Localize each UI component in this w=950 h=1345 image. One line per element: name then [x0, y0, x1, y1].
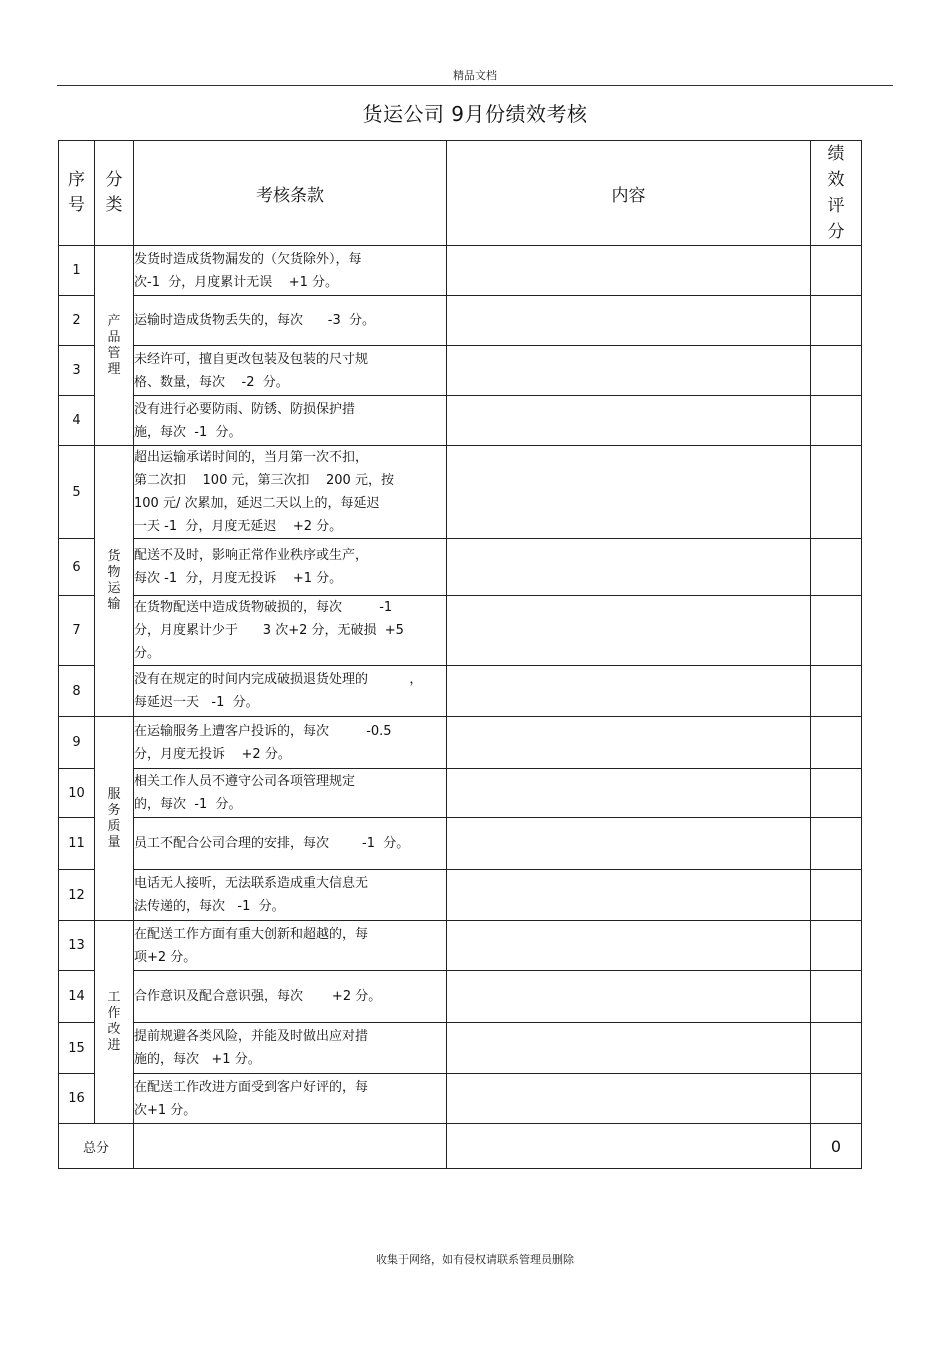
row-score-cell[interactable]	[811, 666, 862, 717]
row-clause: 提前规避各类风险，并能及时做出应对措 施的，每次 +1 分。	[134, 1023, 447, 1074]
header-clause: 考核条款	[134, 141, 447, 246]
row-score-cell[interactable]	[811, 446, 862, 539]
table-row	[59, 296, 862, 346]
table-row	[59, 870, 862, 921]
header-score: 绩 效 评 分	[811, 141, 862, 246]
row-score-cell[interactable]	[811, 870, 862, 921]
row-clause: 在货物配送中造成货物破损的，每次 -1 分，月度累计少于 3 次+2 分，无破损 +5 分。	[134, 596, 447, 666]
row-seq: 2	[59, 296, 95, 346]
category-goods-transport: 货 物 运 输	[95, 446, 134, 717]
row-seq: 11	[59, 818, 95, 870]
row-clause: 配送不及时，影响正常作业秩序或生产， 每次 -1 分，月度无投诉 +1 分。	[134, 539, 447, 596]
row-clause: 电话无人接听，无法联系造成重大信息无 法传递的，每次 -1 分。	[134, 870, 447, 921]
row-content-cell[interactable]	[447, 1023, 811, 1074]
row-seq: 14	[59, 971, 95, 1023]
table-row	[59, 1023, 862, 1074]
row-seq: 4	[59, 396, 95, 446]
table-row	[59, 921, 862, 971]
row-content-cell[interactable]	[447, 296, 811, 346]
row-clause: 合作意识及配合意识强，每次 +2 分。	[134, 971, 447, 1023]
row-score-cell[interactable]	[811, 921, 862, 971]
table-row	[59, 596, 862, 666]
row-seq: 16	[59, 1074, 95, 1124]
row-clause: 未经许可，擅自更改包装及包装的尺寸规 格、数量，每次 -2 分。	[134, 346, 447, 396]
table-row	[59, 246, 862, 296]
row-seq: 6	[59, 539, 95, 596]
category-service-quality: 服 务 质 量	[95, 717, 134, 921]
row-content-cell[interactable]	[447, 1074, 811, 1124]
row-content-cell[interactable]	[447, 246, 811, 296]
row-score-cell[interactable]	[811, 296, 862, 346]
category-work-improvement: 工 作 改 进	[95, 921, 134, 1124]
document-title: 货运公司 9月份绩效考核	[362, 102, 588, 126]
row-content-cell[interactable]	[447, 396, 811, 446]
table-row	[59, 769, 862, 818]
row-clause: 没有在规定的时间内完成破损退货处理的 ， 每延迟一天 -1 分。	[134, 666, 447, 717]
table-row	[59, 346, 862, 396]
table-row	[59, 1074, 862, 1124]
total-clause-cell[interactable]	[134, 1124, 447, 1169]
row-content-cell[interactable]	[447, 921, 811, 971]
row-score-cell[interactable]	[811, 769, 862, 818]
row-content-cell[interactable]	[447, 769, 811, 818]
header-seq: 序 号	[59, 141, 95, 246]
category-product-management: 产 品 管 理	[95, 246, 134, 446]
row-seq: 7	[59, 596, 95, 666]
row-content-cell[interactable]	[447, 446, 811, 539]
row-seq: 1	[59, 246, 95, 296]
table-row	[59, 446, 862, 539]
row-clause: 超出运输承诺时间的，当月第一次不扣， 第二次扣 100 元，第三次扣 200 元，按 100 元/ 次累加，延迟二天以上的，每延迟 一天 -1 分，月度无延迟 +2 分。	[134, 446, 447, 539]
table-row	[59, 717, 862, 769]
row-seq: 8	[59, 666, 95, 717]
row-seq: 3	[59, 346, 95, 396]
total-label: 总分	[59, 1124, 134, 1169]
row-content-cell[interactable]	[447, 717, 811, 769]
row-clause: 在配送工作方面有重大创新和超越的，每 项+2 分。	[134, 921, 447, 971]
row-content-cell[interactable]	[447, 818, 811, 870]
row-clause: 在运输服务上遭客户投诉的，每次 -0.5 分，月度无投诉 +2 分。	[134, 717, 447, 769]
row-score-cell[interactable]	[811, 346, 862, 396]
row-clause: 发货时造成货物漏发的（欠货除外），每 次-1 分，月度累计无误 +1 分。	[134, 246, 447, 296]
total-row	[59, 1124, 862, 1169]
row-clause: 运输时造成货物丢失的，每次 -3 分。	[134, 296, 447, 346]
row-clause: 相关工作人员不遵守公司各项管理规定 的，每次 -1 分。	[134, 769, 447, 818]
row-score-cell[interactable]	[811, 1023, 862, 1074]
row-content-cell[interactable]	[447, 666, 811, 717]
table-header-row	[59, 141, 862, 246]
row-score-cell[interactable]	[811, 396, 862, 446]
row-seq: 15	[59, 1023, 95, 1074]
table-row	[59, 971, 862, 1023]
header-category: 分 类	[95, 141, 134, 246]
row-score-cell[interactable]	[811, 971, 862, 1023]
row-clause: 员工不配合公司合理的安排，每次 -1 分。	[134, 818, 447, 870]
row-clause: 没有进行必要防雨、防锈、防损保护措 施，每次 -1 分。	[134, 396, 447, 446]
row-seq: 9	[59, 717, 95, 769]
row-score-cell[interactable]	[811, 596, 862, 666]
header-rule	[57, 85, 893, 86]
row-content-cell[interactable]	[447, 346, 811, 396]
total-score-value[interactable]: 0	[811, 1124, 862, 1169]
table-row	[59, 396, 862, 446]
row-clause: 在配送工作改进方面受到客户好评的，每 次+1 分。	[134, 1074, 447, 1124]
table-row	[59, 539, 862, 596]
row-score-cell[interactable]	[811, 818, 862, 870]
page-header-text: 精品文档	[453, 69, 497, 82]
row-content-cell[interactable]	[447, 539, 811, 596]
row-content-cell[interactable]	[447, 596, 811, 666]
row-score-cell[interactable]	[811, 539, 862, 596]
row-content-cell[interactable]	[447, 971, 811, 1023]
table-row	[59, 818, 862, 870]
row-content-cell[interactable]	[447, 870, 811, 921]
row-score-cell[interactable]	[811, 717, 862, 769]
assessment-table	[58, 140, 862, 1169]
row-seq: 12	[59, 870, 95, 921]
row-seq: 10	[59, 769, 95, 818]
row-score-cell[interactable]	[811, 1074, 862, 1124]
row-seq: 5	[59, 446, 95, 539]
row-seq: 13	[59, 921, 95, 971]
table-row	[59, 666, 862, 717]
total-content-cell[interactable]	[447, 1124, 811, 1169]
row-score-cell[interactable]	[811, 246, 862, 296]
header-content: 内容	[447, 141, 811, 246]
page-footer-text: 收集于网络，如有侵权请联系管理员删除	[376, 1253, 574, 1266]
